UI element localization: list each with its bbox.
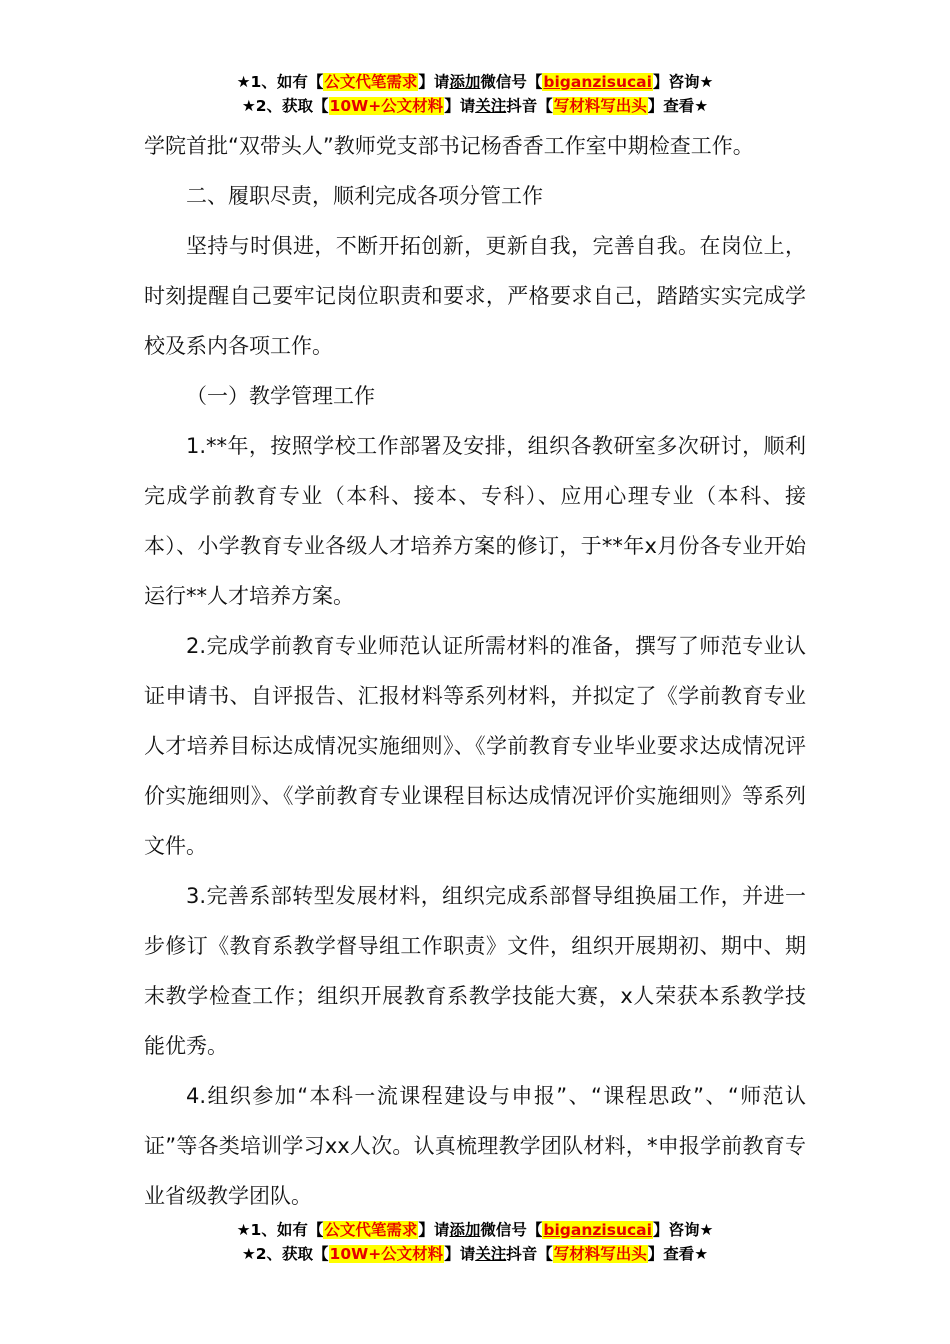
banner-text: 】请 xyxy=(444,97,476,115)
banner-text: 】查看★ xyxy=(647,1245,709,1263)
banner-text: 】请 xyxy=(444,1245,476,1263)
banner-emphasis: 关注 xyxy=(475,1245,507,1263)
banner-text: 】查看★ xyxy=(647,97,709,115)
document-body xyxy=(144,121,806,1221)
banner-highlight-douyin: 写材料写出头 xyxy=(553,97,647,115)
banner-text: 】咨询★ xyxy=(652,73,714,91)
banner-highlight: 公文代笔需求 xyxy=(324,1221,418,1239)
banner-line-2 xyxy=(0,94,950,118)
banner-highlight: 10W+公文材料 xyxy=(329,97,444,115)
banner-text: 抖音【 xyxy=(506,97,553,115)
header-banner xyxy=(0,70,950,118)
banner-highlight-douyin: 写材料写出头 xyxy=(553,1245,647,1263)
footer-banner xyxy=(0,1218,950,1266)
banner-text: ★1、如有【 xyxy=(236,1221,324,1239)
paragraph-continuation: 学院首批“双带头人”教师党支部书记杨香香工作室中期检查工作。 xyxy=(144,134,754,158)
banner-text: ★2、获取【 xyxy=(241,1245,329,1263)
banner-text: 】请 xyxy=(418,73,450,91)
banner-text: 微信号【 xyxy=(480,1221,543,1239)
banner-line-2 xyxy=(0,1242,950,1266)
paragraph-item-4: 4.组织参加“本科一流课程建设与申报”、“课程思政”、“师范认证”等各类培训学习xx人次。认真梳理教学团队材料，*申报学前教育专业省级教学团队。 xyxy=(144,1084,806,1208)
paragraph-item-1: 1.**年，按照学校工作部署及安排，组织各教研室多次研讨，顺利完成学前教育专业（本科、接本、专科）、应用心理专业（本科、接本）、小学教育专业各级人才培养方案的修订，于**年x月份各专业开始运行**人才培养方案。 xyxy=(144,434,806,608)
banner-highlight: 10W+公文材料 xyxy=(329,1245,444,1263)
paragraph-item-2: 2.完成学前教育专业师范认证所需材料的准备，撰写了师范专业认证申请书、自评报告、汇报材料等系列材料，并拟定了《学前教育专业人才培养目标达成情况实施细则》、《学前教育专业毕业要求达成情况评价实施细则》、《学前教育专业课程目标达成情况评价实施细则》等系列文件。 xyxy=(144,634,806,858)
banner-text: 】请 xyxy=(418,1221,450,1239)
banner-text: 抖音【 xyxy=(506,1245,553,1263)
banner-emphasis: 添加 xyxy=(449,73,481,91)
banner-emphasis: 关注 xyxy=(475,97,507,115)
paragraph-item-3: 3.完善系部转型发展材料，组织完成系部督导组换届工作，并进一步修订《教育系教学督导组工作职责》文件，组织开展期初、期中、期末教学检查工作；组织开展教育系教学技能大赛，x人荣获本系教学技能优秀。 xyxy=(144,884,806,1058)
banner-highlight-wechat-id: biganzisucai xyxy=(543,1221,652,1239)
banner-text: ★1、如有【 xyxy=(236,73,324,91)
banner-line-1 xyxy=(0,70,950,94)
banner-line-1 xyxy=(0,1218,950,1242)
section-heading: 二、履职尽责，顺利完成各项分管工作 xyxy=(186,184,543,208)
banner-text: 微信号【 xyxy=(480,73,543,91)
banner-text: ★2、获取【 xyxy=(241,97,329,115)
subsection-heading: （一）教学管理工作 xyxy=(186,384,375,408)
paragraph: 坚持与时俱进，不断开拓创新，更新自我，完善自我。在岗位上，时刻提醒自己要牢记岗位职责和要求，严格要求自己，踏踏实实完成学校及系内各项工作。 xyxy=(144,234,806,358)
banner-emphasis: 添加 xyxy=(449,1221,481,1239)
banner-text: 】咨询★ xyxy=(652,1221,714,1239)
banner-highlight: 公文代笔需求 xyxy=(324,73,418,91)
banner-highlight-wechat-id: biganzisucai xyxy=(543,73,652,91)
